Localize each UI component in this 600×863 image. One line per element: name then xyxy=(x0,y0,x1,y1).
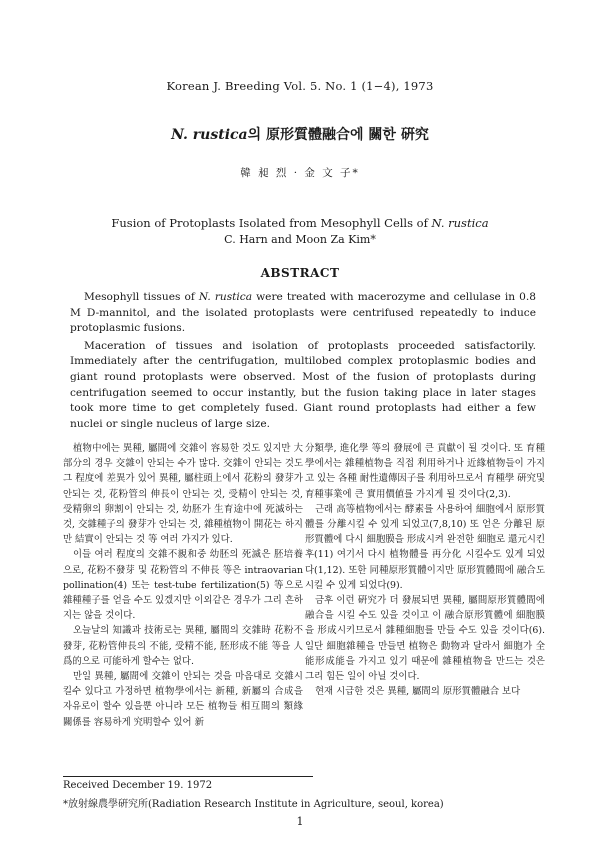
english-title-text: Fusion of Protoplasts Isolated from Mesophyll Cells of xyxy=(111,216,432,230)
korean-title xyxy=(0,124,600,144)
english-authors: C. Harn and Moon Za Kim* xyxy=(224,233,376,246)
body-paragraph: 分類學, 進化學 等의 發展에 큰 貢獻이 될 것이다. 또 育種學에서는 雜種植物을 직접 利用하거나 近緣植物들이 가지고 있는 各種 耐性遺傳因子를 利用하므로서 育種學 硏究및 育種事業에 큰 實用價値를 가지게 될 것이다(2,3). xyxy=(305,443,546,500)
body-paragraph: 만일 異種, 屬間에 交雜이 안되는 것을 마음대로 交雜시킬수 있다고 가정하면 植物學에서는 新種, 新屬의 合成을 자유로이 할수 있을뿐 아니라 모든 植物들 相互間의 類緣關係를 容易하게 究明할수 있어 新 xyxy=(63,671,303,728)
abstract-p1-start: Mesophyll tissues of xyxy=(84,291,199,303)
korean-authors: 韓 昶 烈 · 金 文 子* xyxy=(240,167,360,179)
page-number: 1 xyxy=(296,815,304,828)
body-paragraph: 근래 高等植物에서는 酵素를 사용하여 細胞에서 原形質體를 分離시킬 수 있게 되었고(7,8,10) 또 얻은 分離된 原形質體에 다시 細胞膜을 形成시켜 완전한 細胞로 還元시킨 후(11) 여기서 다시 植物體를 再分化 시킬수도 있게 되었다(1,12). 또한 同種原形質體이지만 原形質體間에 融合도 시킬 수 있게 되었다(9). xyxy=(305,503,545,591)
body-column-right xyxy=(305,441,545,699)
body-paragraph: 금후 이런 硏究가 더 發展되면 異種, 屬間原形質體間에 融合을 시킬 수도 있을 것이고 이 融合原形質體에 細胞膜을 形成시키므로서 雜種細胞를 만들 수도 있을 것이다(6). 일단 細胞雜種을 만들면 植物은 動物과 달라서 細胞가 全能形成能을 가지고 있기 때문에 雜種植物을 만드는 것은 그리 힘든 일이 아닐 것이다. xyxy=(305,595,545,683)
body-paragraph: 오늘날의 知識과 技術로는 異種, 屬間의 交雜時 花粉不發芽, 花粉管伸長의 不能, 受精不能, 胚形成不能 等을 人爲的으로 可能하게 할수는 없다. xyxy=(63,625,303,667)
title-rest: 의 原形質體融合에 關한 硏究 xyxy=(247,127,429,143)
abstract-paragraph-1 xyxy=(70,290,536,337)
journal-header: Korean J. Breeding Vol. 5. No. 1 (1−4), 1973 xyxy=(166,79,434,93)
english-title xyxy=(0,216,600,230)
affiliation-footnote: *放射線農學硏究所(Radiation Research Institute in Agriculture, seoul, korea) xyxy=(63,799,444,810)
abstract-body xyxy=(70,290,536,434)
abstract-heading: ABSTRACT xyxy=(260,266,340,280)
body-paragraph: 이들 여러 程度의 交雜不親和중 幼胚의 死滅은 胚培養으로, 花粉不發芽 및 花粉管의 不伸長 等은 intraovarian pollination(4) 또는 test-tube fertilization(5) 等으로 雜種種子를 얻을 수도 있겠지만 이외같은 경우가 그리 흔하지는 않을 것이다. xyxy=(63,549,303,622)
footnote-rule xyxy=(63,776,313,777)
english-title-species: N. rustica xyxy=(431,216,489,230)
body-column-left xyxy=(63,441,303,730)
body-paragraph: 植物中에는 異種, 屬間에 交雜이 容易한 것도 있지만 大部分의 경우 交雜이 안되는 수가 많다. 交雜이 안되는 것도 그 程度에 差異가 있어 異種, 屬柱頭上에서 花粉의 發芽가 안되는 것, 花粉管의 伸長이 안되는 것, 受精이 안되는 것, 受精卵의 卵割이 안되는 것, 幼胚가 生育途中에 死滅하는 것, 交雜種子의 發芽가 안되는 것, 雜種植物이 開花는 하지만 結實이 안되는 것 等 여러 가지가 있다. xyxy=(63,443,303,546)
received-date: Received December 19. 1972 xyxy=(63,780,213,791)
body-paragraph: 현재 시급한 것은 異種, 屬間의 原形質體融合 보다 xyxy=(315,686,521,698)
abstract-p1-species: N. rustica xyxy=(198,291,253,303)
abstract-p1-end: were treated with macerozyme and cellulase in 0.8 M D-mannitol, and the isolated protoplasts were centrifused repeatedly to induce protoplasmic fusions. xyxy=(70,291,536,335)
title-species: N. rustica xyxy=(171,127,248,143)
abstract-paragraph-2: Maceration of tissues and isolation of protoplasts proceeded satisfactorily. Immediately after the centrifugation, multilobed complex protoplasmic bodies and giant round protoplasts were observed. Most of the fusion of protoplasts during centrifugation seemed to occur instantly, but the fusion taking place in later stages took more time to get completely fused. Giant round protoplasts had either a few nuclei or single nucleus of large size. xyxy=(70,339,536,430)
